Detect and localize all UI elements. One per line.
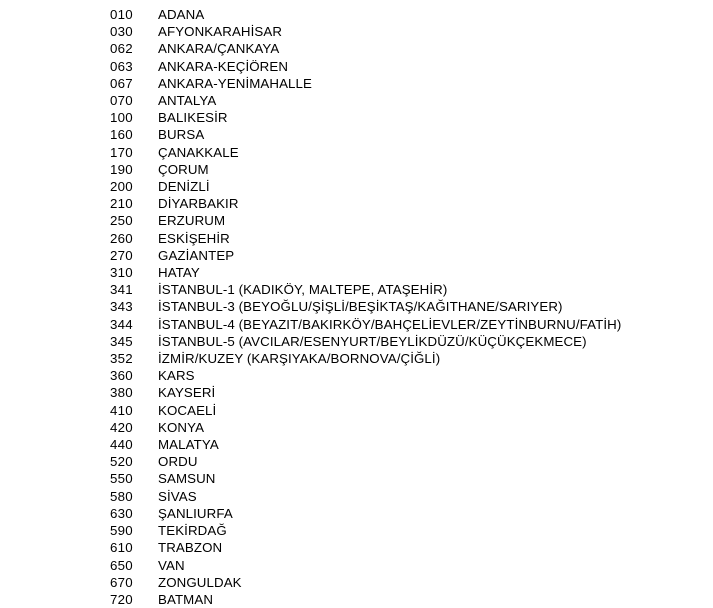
item-code: 344 xyxy=(110,316,133,332)
item-name: ŞANLIURFA xyxy=(158,505,233,521)
list-item xyxy=(0,178,713,195)
list-item xyxy=(0,40,713,57)
item-name: DİYARBAKIR xyxy=(158,196,239,212)
item-code: 260 xyxy=(110,230,133,246)
item-code: 670 xyxy=(110,574,133,590)
item-name: İSTANBUL-3 (BEYOĞLU/ŞİŞLİ/BEŞİKTAŞ/KAĞITHANE/SARIYER) xyxy=(158,299,563,315)
list-item xyxy=(0,195,713,212)
item-code: 380 xyxy=(110,385,133,401)
list-item xyxy=(0,350,713,367)
list-item xyxy=(0,247,713,264)
item-name: KARS xyxy=(158,368,195,384)
item-name: ANKARA-KEÇİÖREN xyxy=(158,58,289,74)
item-code: 250 xyxy=(110,213,133,229)
item-name: ESKİŞEHİR xyxy=(158,230,230,246)
item-name: DENİZLİ xyxy=(158,179,210,195)
item-code: 610 xyxy=(110,540,133,556)
list-item xyxy=(0,333,713,350)
list-item xyxy=(0,470,713,487)
item-name: KOCAELİ xyxy=(158,402,217,418)
item-name: BURSA xyxy=(158,127,205,143)
item-name: SİVAS xyxy=(158,488,197,504)
item-name: MALATYA xyxy=(158,437,219,453)
item-name: İSTANBUL-4 (BEYAZIT/BAKIRKÖY/BAHÇELİEVLER/ZEYTİNBURNU/FATİH) xyxy=(158,316,622,332)
item-name: GAZİANTEP xyxy=(158,247,235,263)
item-name: ÇANAKKALE xyxy=(158,144,239,160)
item-code: 210 xyxy=(110,196,133,212)
item-name: İSTANBUL-5 (AVCILAR/ESENYURT/BEYLİKDÜZÜ/KÜÇÜKÇEKMECE) xyxy=(158,333,587,349)
item-code: 067 xyxy=(110,75,133,91)
item-code: 062 xyxy=(110,41,133,57)
list-item xyxy=(0,58,713,75)
item-name: ADANA xyxy=(158,7,205,22)
item-code: 030 xyxy=(110,24,133,40)
list-item xyxy=(0,23,713,40)
list-item xyxy=(0,419,713,436)
list-item xyxy=(0,161,713,178)
list-item xyxy=(0,75,713,92)
item-code: 590 xyxy=(110,523,133,539)
item-name: TEKİRDAĞ xyxy=(158,523,227,539)
item-code: 650 xyxy=(110,557,133,573)
list-item xyxy=(0,281,713,298)
list-item xyxy=(0,488,713,505)
item-name: BATMAN xyxy=(158,591,214,607)
item-name: HATAY xyxy=(158,265,200,281)
item-name: ÇORUM xyxy=(158,161,209,177)
list-item xyxy=(0,367,713,384)
list-item xyxy=(0,591,713,608)
item-code: 520 xyxy=(110,454,133,470)
item-name: BALIKESİR xyxy=(158,110,228,126)
list-item xyxy=(0,453,713,470)
item-code: 420 xyxy=(110,419,133,435)
list-item xyxy=(0,384,713,401)
item-name: İSTANBUL-1 (KADIKÖY, MALTEPE, ATAŞEHİR) xyxy=(158,282,448,298)
list-item xyxy=(0,574,713,591)
item-name: KAYSERİ xyxy=(158,385,216,401)
list-item xyxy=(0,92,713,109)
list-item xyxy=(0,316,713,333)
item-name: TRABZON xyxy=(158,540,223,556)
item-code: 580 xyxy=(110,488,133,504)
item-name: AFYONKARAHİSAR xyxy=(158,24,283,40)
item-code: 063 xyxy=(110,58,133,74)
item-name: ANTALYA xyxy=(158,93,217,109)
item-code: 270 xyxy=(110,247,133,263)
item-name: ERZURUM xyxy=(158,213,226,229)
item-name: ANKARA/ÇANKAYA xyxy=(158,41,280,57)
item-code: 160 xyxy=(110,127,133,143)
item-name: İZMİR/KUZEY (KARŞIYAKA/BORNOVA/ÇİĞLİ) xyxy=(158,351,441,367)
item-code: 343 xyxy=(110,299,133,315)
list-item xyxy=(0,402,713,419)
list-item xyxy=(0,230,713,247)
item-code: 200 xyxy=(110,179,133,195)
item-code: 070 xyxy=(110,93,133,109)
item-code: 720 xyxy=(110,591,133,607)
list-item xyxy=(0,264,713,281)
item-code: 310 xyxy=(110,265,133,281)
item-code: 170 xyxy=(110,144,133,160)
item-code: 550 xyxy=(110,471,133,487)
list-item xyxy=(0,109,713,126)
list-item xyxy=(0,212,713,229)
item-name: VAN xyxy=(158,557,185,573)
item-name: KONYA xyxy=(158,419,205,435)
item-code: 410 xyxy=(110,402,133,418)
item-code: 630 xyxy=(110,505,133,521)
list-item xyxy=(0,6,713,23)
list-item xyxy=(0,522,713,539)
item-code: 352 xyxy=(110,351,133,367)
item-code: 440 xyxy=(110,437,133,453)
list-item xyxy=(0,557,713,574)
item-name: ORDU xyxy=(158,454,198,470)
item-name: SAMSUN xyxy=(158,471,216,487)
list-item xyxy=(0,144,713,161)
item-name: ANKARA-YENİMAHALLE xyxy=(158,75,313,91)
item-code: 360 xyxy=(110,368,133,384)
item-code: 190 xyxy=(110,161,133,177)
item-code: 010 xyxy=(110,7,133,22)
item-code: 100 xyxy=(110,110,133,126)
item-name: ZONGULDAK xyxy=(158,574,242,590)
list-item xyxy=(0,126,713,143)
list-item xyxy=(0,505,713,522)
list-item xyxy=(0,298,713,315)
item-code: 341 xyxy=(110,282,133,298)
item-code: 345 xyxy=(110,333,133,349)
list-item xyxy=(0,436,713,453)
